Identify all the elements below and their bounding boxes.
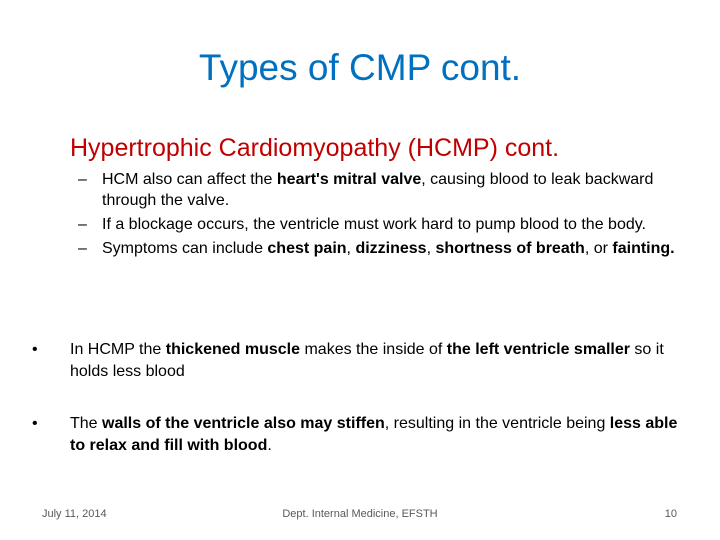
footer-date: July 11, 2014 — [42, 508, 107, 520]
bullet-marker: • — [32, 341, 38, 358]
sub-point-symptoms — [78, 238, 678, 259]
slide-title: Types of CMP cont. — [198, 47, 522, 88]
sub-point-text: , — [426, 240, 436, 257]
sub-point-bold: shortness of breath — [435, 240, 585, 257]
main-point-thickened-muscle — [32, 339, 692, 383]
section-subheading: Hypertrophic Cardiomyopathy (HCMP) cont. — [70, 134, 560, 162]
sub-point-text: , or — [584, 240, 613, 257]
main-point-text: so it holds less blood — [70, 341, 664, 380]
dash-marker: – — [78, 171, 87, 188]
main-point-text: makes the inside of — [300, 341, 447, 358]
sub-point-text: Symptoms can include — [102, 240, 268, 257]
main-point-bold: thickened muscle — [165, 341, 301, 358]
dash-marker: – — [78, 240, 87, 257]
main-point-stiff-walls — [32, 413, 692, 457]
sub-point-bold: heart's mitral valve — [276, 171, 422, 188]
sub-point-text: If a blockage occurs, the ventricle must work hard to pump blood to the body. — [102, 216, 646, 233]
footer-department: Dept. Internal Medicine, EFSTH — [282, 508, 438, 520]
dash-marker: – — [78, 216, 87, 233]
sub-point-text: , — [346, 240, 356, 257]
main-point-bold: the left ventricle smaller — [446, 341, 630, 358]
sub-point-bold: dizziness — [355, 240, 427, 257]
main-point-bold: less able to relax and fill with blood — [70, 415, 678, 454]
sub-point-text: HCM also can affect the — [102, 171, 277, 188]
sub-point-bold: chest pain — [267, 240, 347, 257]
sub-point-list — [78, 169, 678, 262]
main-point-bold: walls of the ventricle also may stiffen — [102, 415, 385, 432]
sub-point-mitral-valve — [78, 169, 678, 211]
main-point-text: . — [267, 437, 272, 454]
slide-number: 10 — [664, 508, 677, 520]
main-point-text: The — [70, 415, 103, 432]
main-point-text: In HCMP the — [70, 341, 166, 358]
sub-point-blockage — [78, 214, 678, 235]
main-point-text: , resulting in the ventricle being — [384, 415, 610, 432]
sub-point-text: , causing blood to leak backward through the valve. — [102, 171, 654, 209]
main-point-list — [32, 339, 692, 457]
bullet-marker: • — [32, 415, 38, 432]
sub-point-bold: fainting. — [612, 240, 675, 257]
